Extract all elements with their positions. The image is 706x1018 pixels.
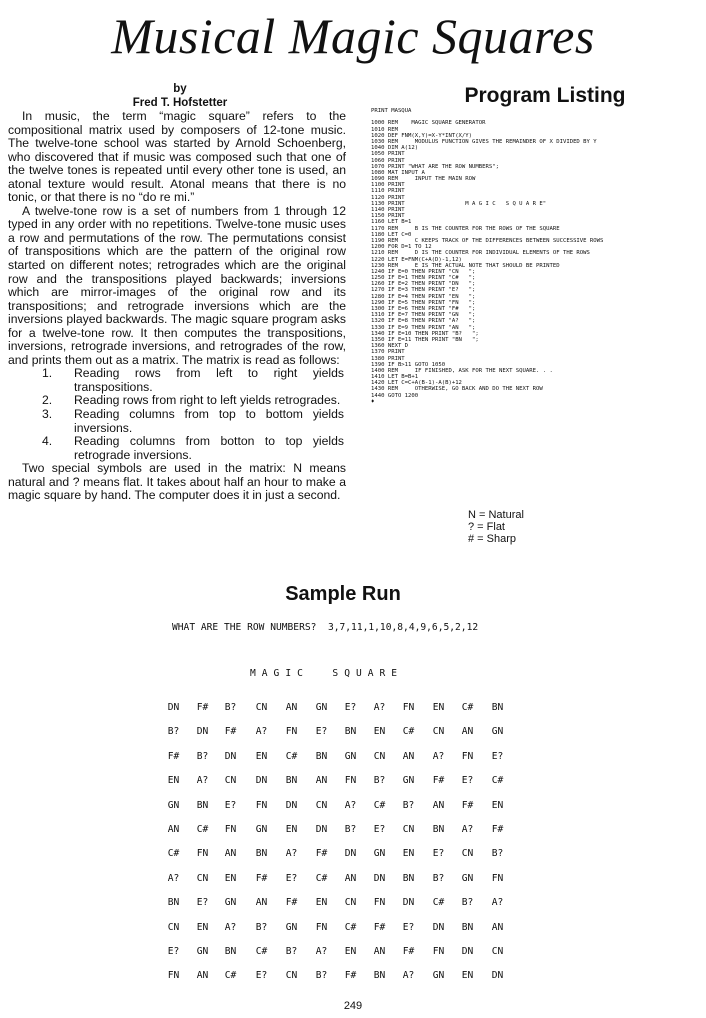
code-line: 1360 NEXT D bbox=[371, 343, 409, 350]
code-line: 1210 REM D IS THE COUNTER FOR INDIVIDUAL ELEMENTS OF THE ROWS bbox=[371, 250, 590, 257]
square-cell: C# bbox=[432, 897, 445, 909]
article-body bbox=[8, 110, 346, 503]
square-cell: E? bbox=[315, 726, 328, 738]
square-cell: EN bbox=[315, 897, 328, 909]
symbol-legend bbox=[468, 509, 608, 545]
square-cell: C# bbox=[461, 702, 474, 713]
square-cell: F# bbox=[167, 750, 180, 762]
square-cell: B? bbox=[491, 848, 504, 860]
square-cell: E? bbox=[167, 945, 180, 957]
square-cell: B? bbox=[224, 702, 237, 713]
square-cell: DN bbox=[196, 726, 209, 738]
square-cell: DN bbox=[402, 897, 415, 909]
square-cell: EN bbox=[373, 726, 386, 738]
code-line: 1010 REM bbox=[371, 126, 398, 133]
square-cell: C# bbox=[255, 945, 268, 957]
square-cell: BN bbox=[402, 872, 415, 884]
code-line: 1240 IF E=0 THEN PRINT "CN "; bbox=[371, 268, 476, 275]
code-line: 1250 IF E=1 THEN PRINT "C# "; bbox=[371, 275, 476, 282]
code-line: 1310 IF E=7 THEN PRINT "GN "; bbox=[371, 312, 476, 319]
code-line: 1080 MAT INPUT A bbox=[371, 169, 425, 176]
sample-run-prompt: WHAT ARE THE ROW NUMBERS? 3,7,11,1,10,8,4,9,6,5,2,12 bbox=[172, 622, 479, 633]
square-cell: CN bbox=[285, 970, 298, 982]
code-line: 1430 REM OTHERWISE, GO BACK AND DO THE NEXT ROW bbox=[371, 386, 543, 393]
square-cell: CN bbox=[167, 921, 180, 933]
square-cell: FN bbox=[344, 775, 357, 787]
paragraph-intro: In music, the term “magic square” refers to the compositional matrix used by composers of 12-tone music. The twelve-tone school was started by Arnold Schoenberg, who discovered that if music was composed such that one of the twelve tones is repeated until every other tone is used, an atonal texture would result. Atonal means that there is no tonic, or that there is no “do re mi.” bbox=[8, 109, 346, 205]
code-line: PRINT MASQUA bbox=[371, 108, 412, 114]
square-cell: EN bbox=[285, 823, 298, 835]
square-cell: FN bbox=[167, 970, 180, 982]
code-line: 1100 PRINT bbox=[371, 182, 405, 189]
square-cell: E? bbox=[196, 897, 209, 909]
square-cell: GN bbox=[285, 921, 298, 933]
square-cell: DN bbox=[461, 945, 474, 957]
square-cell: BN bbox=[432, 823, 445, 835]
code-line: ♦ bbox=[371, 398, 375, 405]
code-line: 1290 IF E=5 THEN PRINT "FN "; bbox=[371, 299, 476, 306]
code-line: 1090 REM INPUT THE MAIN ROW bbox=[371, 176, 476, 183]
square-cell: DN bbox=[315, 823, 328, 835]
square-cell: FN bbox=[432, 945, 445, 957]
square-cell: FN bbox=[255, 799, 268, 811]
square-cell: A? bbox=[224, 921, 237, 933]
square-cell: F# bbox=[461, 799, 474, 811]
program-listing-heading: Program Listing bbox=[464, 84, 626, 107]
legend-item: ? = Flat bbox=[468, 521, 505, 533]
square-cell: AN bbox=[196, 970, 209, 982]
square-cell: C# bbox=[167, 848, 180, 860]
code-line: 1270 IF E=3 THEN PRINT "E? "; bbox=[371, 287, 476, 294]
list-item-number: 3. bbox=[42, 407, 53, 422]
square-cell: F# bbox=[432, 775, 445, 787]
square-row bbox=[158, 945, 530, 969]
square-cell: B? bbox=[402, 799, 415, 811]
byline bbox=[60, 82, 300, 110]
square-row bbox=[158, 872, 530, 896]
code-line: 1180 LET C=0 bbox=[371, 231, 412, 238]
square-cell: E? bbox=[491, 750, 504, 762]
list-item bbox=[8, 408, 346, 435]
square-cell: A? bbox=[315, 945, 328, 957]
square-cell: BN bbox=[315, 750, 328, 762]
square-cell: DN bbox=[224, 750, 237, 762]
square-cell: CN bbox=[196, 872, 209, 884]
paragraph-tone-row: A twelve-tone row is a set of numbers from 1 through 12 typed in any order with no repetitions. Twelve-tone music uses a row and permutations of the row. The permutations consist of transpositions which are the pattern of the original row started on different notes; retrogrades which are the original row and the transpositions played backwards; inversions which are mirror-images of the original row and its transpositions; and retrograde inversions which are the inversions played backwards. The magic square program asks for a twelve-tone row. It then computes the transpositions, inversions, retrograde inversions, and retrogrades of the row, and prints them out as a matrix. The matrix is read as follows: bbox=[8, 203, 346, 367]
list-item-number: 4. bbox=[42, 434, 53, 449]
code-line: 1350 IF E=11 THEN PRINT "BN "; bbox=[371, 336, 479, 343]
square-cell: E? bbox=[432, 848, 445, 860]
legend-item: # = Sharp bbox=[468, 533, 517, 545]
square-cell: BN bbox=[461, 921, 474, 933]
square-cell: BN bbox=[224, 945, 237, 957]
code-line: 1330 IF E=9 THEN PRINT "AN "; bbox=[371, 324, 476, 331]
square-cell: F# bbox=[373, 921, 386, 933]
code-line: 1380 PRINT bbox=[371, 355, 405, 362]
square-cell: AN bbox=[167, 823, 180, 835]
code-line: 1050 PRINT bbox=[371, 151, 405, 158]
list-item-text: Reading columns from botton to top yields retrograde inversions. bbox=[74, 434, 344, 462]
square-cell: GN bbox=[167, 799, 180, 811]
square-cell: A? bbox=[196, 775, 209, 787]
square-cell: A? bbox=[167, 872, 180, 884]
square-cell: FN bbox=[373, 897, 386, 909]
square-row bbox=[158, 774, 530, 798]
square-cell: A? bbox=[344, 799, 357, 811]
square-row bbox=[158, 823, 530, 847]
square-cell: CN bbox=[255, 702, 268, 713]
square-cell: E? bbox=[402, 921, 415, 933]
square-cell: C# bbox=[315, 872, 328, 884]
square-cell: B? bbox=[285, 945, 298, 957]
square-cell: F# bbox=[196, 702, 209, 713]
square-cell: AN bbox=[402, 750, 415, 762]
square-row bbox=[158, 750, 530, 774]
list-item bbox=[8, 367, 346, 394]
square-cell: B? bbox=[315, 970, 328, 982]
square-cell: F# bbox=[315, 848, 328, 860]
square-cell: FN bbox=[402, 702, 415, 713]
square-cell: E? bbox=[285, 872, 298, 884]
code-line: 1260 IF E=2 THEN PRINT "DN "; bbox=[371, 281, 476, 288]
square-cell: DN bbox=[373, 872, 386, 884]
square-cell: AN bbox=[285, 702, 298, 713]
code-line: 1060 PRINT bbox=[371, 157, 405, 164]
list-item-text: Reading rows from right to left yields retrogrades. bbox=[74, 393, 341, 408]
program-listing-code bbox=[371, 108, 703, 405]
code-line: 1200 FOR D=1 TO 12 bbox=[371, 244, 432, 251]
square-cell: A? bbox=[285, 848, 298, 860]
square-cell: GN bbox=[432, 970, 445, 982]
square-cell: A? bbox=[432, 750, 445, 762]
list-item-number: 2. bbox=[42, 393, 53, 408]
square-cell: BN bbox=[285, 775, 298, 787]
square-cell: EN bbox=[491, 799, 504, 811]
magic-square-title: MAGIC SQUARE bbox=[250, 668, 404, 679]
square-cell: GN bbox=[255, 823, 268, 835]
square-cell: DN bbox=[432, 921, 445, 933]
square-cell: B? bbox=[196, 750, 209, 762]
square-cell: B? bbox=[432, 872, 445, 884]
square-cell: B? bbox=[167, 726, 180, 738]
square-cell: CN bbox=[315, 799, 328, 811]
square-cell: FN bbox=[461, 750, 474, 762]
square-cell: B? bbox=[255, 921, 268, 933]
square-cell: GN bbox=[373, 848, 386, 860]
square-cell: C# bbox=[491, 775, 504, 787]
square-cell: FN bbox=[491, 872, 504, 884]
square-cell: EN bbox=[224, 872, 237, 884]
square-cell: B? bbox=[373, 775, 386, 787]
square-cell: CN bbox=[344, 897, 357, 909]
square-cell: C# bbox=[373, 799, 386, 811]
square-cell: EN bbox=[344, 945, 357, 957]
list-item-number: 1. bbox=[42, 366, 53, 381]
code-line: 1000 REM MAGIC SQUARE GENERATOR bbox=[371, 120, 486, 127]
code-line: 1220 LET E=FNM(C+A(D)-1,12) bbox=[371, 256, 462, 263]
square-cell: AN bbox=[461, 726, 474, 738]
sample-run-heading: Sample Run bbox=[285, 583, 401, 605]
reading-rules-list bbox=[8, 367, 346, 462]
square-cell: A? bbox=[491, 897, 504, 909]
square-cell: FN bbox=[285, 726, 298, 738]
square-cell: B? bbox=[344, 823, 357, 835]
code-line: 1020 DEF FNM(X,Y)=X-Y*INT(X/Y) bbox=[371, 132, 473, 139]
code-line: 1420 LET C=C+A(B-1)-A(B)+12 bbox=[371, 380, 462, 387]
code-line: 1120 PRINT bbox=[371, 194, 405, 201]
code-line: 1030 REM MODULUS FUNCTION GIVES THE REMAINDER OF X DIVIDED BY Y bbox=[371, 138, 597, 145]
square-cell: BN bbox=[255, 848, 268, 860]
square-cell: E? bbox=[255, 970, 268, 982]
square-cell: F# bbox=[285, 897, 298, 909]
square-cell: F# bbox=[402, 945, 415, 957]
page-number: 249 bbox=[343, 1000, 363, 1012]
square-cell: DN bbox=[285, 799, 298, 811]
list-item bbox=[8, 394, 346, 408]
square-cell: GN bbox=[461, 872, 474, 884]
square-cell: FN bbox=[315, 921, 328, 933]
square-cell: E? bbox=[461, 775, 474, 787]
list-item bbox=[8, 435, 346, 462]
square-cell: EN bbox=[167, 775, 180, 787]
square-cell: GN bbox=[224, 897, 237, 909]
square-cell: DN bbox=[344, 848, 357, 860]
square-cell: EN bbox=[196, 921, 209, 933]
code-line: 1160 LET B=1 bbox=[371, 219, 412, 226]
code-line: 1320 IF E=8 THEN PRINT "A? "; bbox=[371, 318, 476, 325]
square-cell: AN bbox=[315, 775, 328, 787]
square-row bbox=[158, 847, 530, 871]
square-cell: EN bbox=[255, 750, 268, 762]
code-line: 1440 GOTO 1200 bbox=[371, 392, 419, 399]
square-row bbox=[158, 969, 530, 993]
code-line: 1040 DIM A(12) bbox=[371, 145, 419, 152]
square-cell: C# bbox=[402, 726, 415, 738]
code-line: 1370 PRINT bbox=[371, 349, 405, 356]
list-item-text: Reading rows from left to right yields transpositions. bbox=[74, 366, 344, 394]
code-line: 1070 PRINT "WHAT ARE THE ROW NUMBERS"; bbox=[371, 163, 499, 170]
square-cell: A? bbox=[373, 702, 386, 713]
paragraph-closing: Two special symbols are used in the matrix: N means natural and ? means flat. It takes about half an hour to make a magic square by hand. The computer does it in just a second. bbox=[8, 461, 346, 503]
square-cell: C# bbox=[285, 750, 298, 762]
square-cell: A? bbox=[402, 970, 415, 982]
square-cell: GN bbox=[344, 750, 357, 762]
square-cell: AN bbox=[432, 799, 445, 811]
square-cell: AN bbox=[491, 921, 504, 933]
code-line: 1300 IF E=6 THEN PRINT "F# "; bbox=[371, 306, 476, 312]
square-cell: AN bbox=[344, 872, 357, 884]
code-line: 1130 PRINT M A G I C S Q U A R E" bbox=[371, 200, 547, 207]
square-row bbox=[158, 725, 530, 749]
list-item-text: Reading columns from top to bottom yields inversions. bbox=[74, 407, 344, 435]
code-line: 1230 REM E IS THE ACTUAL NOTE THAT SHOULD BE PRINTED bbox=[371, 262, 560, 269]
code-line: 1280 IF E=4 THEN PRINT "EN "; bbox=[371, 293, 476, 300]
square-row bbox=[158, 921, 530, 945]
square-cell: C# bbox=[224, 970, 237, 982]
square-cell: AN bbox=[373, 945, 386, 957]
square-cell: GN bbox=[491, 726, 504, 738]
square-row bbox=[158, 799, 530, 823]
square-cell: E? bbox=[344, 702, 357, 713]
code-line: 1340 IF E=10 THEN PRINT "B? "; bbox=[371, 330, 479, 337]
code-line: 1390 IF B>11 GOTO 1050 bbox=[371, 361, 446, 368]
code-line: 1110 PRINT bbox=[371, 188, 405, 195]
square-cell: BN bbox=[167, 897, 180, 909]
square-cell: A? bbox=[461, 823, 474, 835]
square-cell: A? bbox=[255, 726, 268, 738]
code-line: 1190 REM C KEEPS TRACK OF THE DIFFERENCES BETWEEN SUCCESSIVE ROWS bbox=[371, 237, 604, 244]
byline-by: by bbox=[173, 83, 187, 95]
square-cell: C# bbox=[196, 823, 209, 835]
byline-author: Fred T. Hofstetter bbox=[132, 97, 228, 109]
code-line: 1140 PRINT bbox=[371, 207, 405, 213]
square-cell: B? bbox=[461, 897, 474, 909]
square-cell: CN bbox=[432, 726, 445, 738]
square-cell: AN bbox=[255, 897, 268, 909]
square-cell: EN bbox=[432, 702, 445, 713]
square-row bbox=[158, 701, 530, 725]
square-cell: EN bbox=[461, 970, 474, 982]
square-cell: CN bbox=[373, 750, 386, 762]
square-cell: DN bbox=[255, 775, 268, 787]
square-cell: GN bbox=[402, 775, 415, 787]
square-cell: E? bbox=[373, 823, 386, 835]
square-cell: CN bbox=[224, 775, 237, 787]
square-cell: CN bbox=[461, 848, 474, 860]
code-line: 1410 LET B=B+1 bbox=[371, 374, 419, 381]
square-cell: FN bbox=[224, 823, 237, 835]
square-cell: BN bbox=[344, 726, 357, 738]
article-title: Musical Magic Squares bbox=[111, 8, 595, 64]
square-cell: F# bbox=[255, 872, 268, 884]
square-cell: BN bbox=[491, 702, 504, 713]
square-cell: C# bbox=[344, 921, 357, 933]
magic-square-grid bbox=[158, 701, 530, 991]
square-row bbox=[158, 896, 530, 920]
square-cell: DN bbox=[167, 702, 180, 713]
square-cell: DN bbox=[491, 970, 504, 982]
square-cell: CN bbox=[402, 823, 415, 835]
square-cell: GN bbox=[196, 945, 209, 957]
legend-item: N = Natural bbox=[468, 509, 524, 521]
square-cell: BN bbox=[373, 970, 386, 982]
square-cell: EN bbox=[402, 848, 415, 860]
square-cell: F# bbox=[224, 726, 237, 738]
code-line: 1400 REM IF FINISHED, ASK FOR THE NEXT SQUARE. . . bbox=[371, 367, 553, 374]
square-cell: E? bbox=[224, 799, 237, 811]
square-cell: AN bbox=[224, 848, 237, 860]
code-line: 1170 REM B IS THE COUNTER FOR THE ROWS OF THE SQUARE bbox=[371, 225, 560, 232]
square-cell: F# bbox=[344, 970, 357, 982]
code-line: 1150 PRINT bbox=[371, 213, 405, 220]
square-cell: FN bbox=[196, 848, 209, 860]
square-cell: BN bbox=[196, 799, 209, 811]
square-cell: CN bbox=[491, 945, 504, 957]
square-cell: GN bbox=[315, 702, 328, 713]
square-cell: F# bbox=[491, 823, 504, 835]
